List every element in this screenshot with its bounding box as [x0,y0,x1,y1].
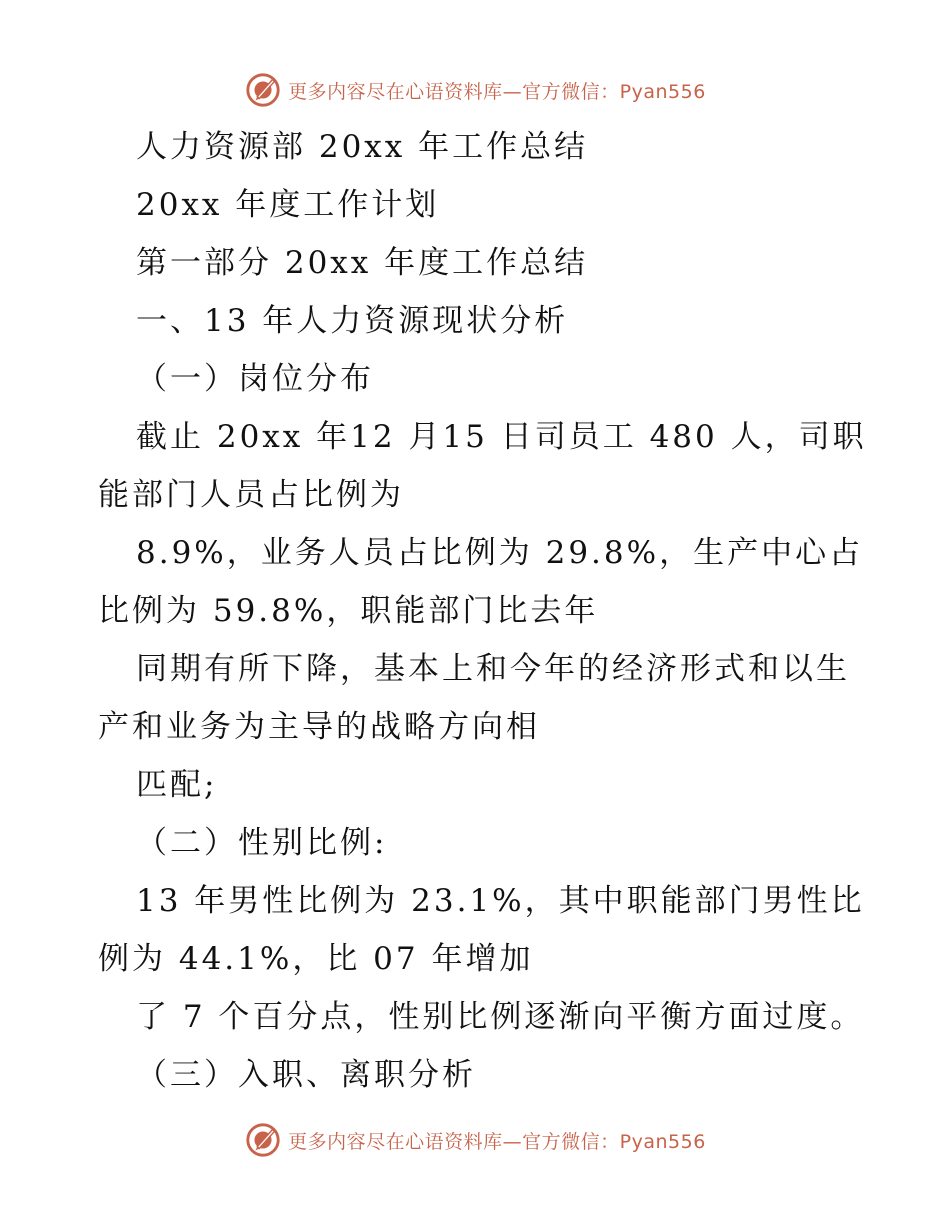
text-line: 同期有所下降，基本上和今年的经济形式和以生 [136,651,850,687]
text-line: 第一部分 20xx 年度工作总结 [136,245,589,281]
text-line: 一、13 年人力资源现状分析 [136,303,569,339]
text-line: 13 年男性比例为 23.1%，其中职能部门男性比 [136,883,865,919]
text-line: 产和业务为主导的战略方向相 [98,709,540,745]
pen-logo-icon [244,71,282,109]
footer-watermark [0,1118,950,1162]
document-body [98,118,867,1104]
watermark-text: 更多内容尽在心语资料库—官方微信：Pyan556 [288,80,706,103]
text-line: 人力资源部 20xx 年工作总结 [136,129,589,165]
text-line: 能部门人员占比例为 [98,477,404,513]
text-line: 比例为 59.8%，职能部门比去年 [98,593,599,629]
pen-logo-icon [244,1121,282,1159]
text-line: （一）岗位分布 [136,361,374,397]
text-line: 截止 20xx 年12 月15 日司员工 480 人，司职 [136,419,867,455]
text-line: 了 7 个百分点，性别比例逐渐向平衡方面过度。 [136,999,865,1035]
text-line: 8.9%，业务人员占比例为 29.8%，生产中心占 [136,535,864,571]
header-watermark [0,68,950,112]
text-line: 20xx 年度工作计划 [136,187,440,223]
text-line: （二）性别比例: [136,825,388,861]
text-line: （三）入职、离职分析 [136,1057,476,1093]
watermark-text: 更多内容尽在心语资料库—官方微信：Pyan556 [288,1130,706,1153]
text-line: 匹配; [136,767,218,803]
text-line: 例为 44.1%，比 07 年增加 [98,941,534,977]
